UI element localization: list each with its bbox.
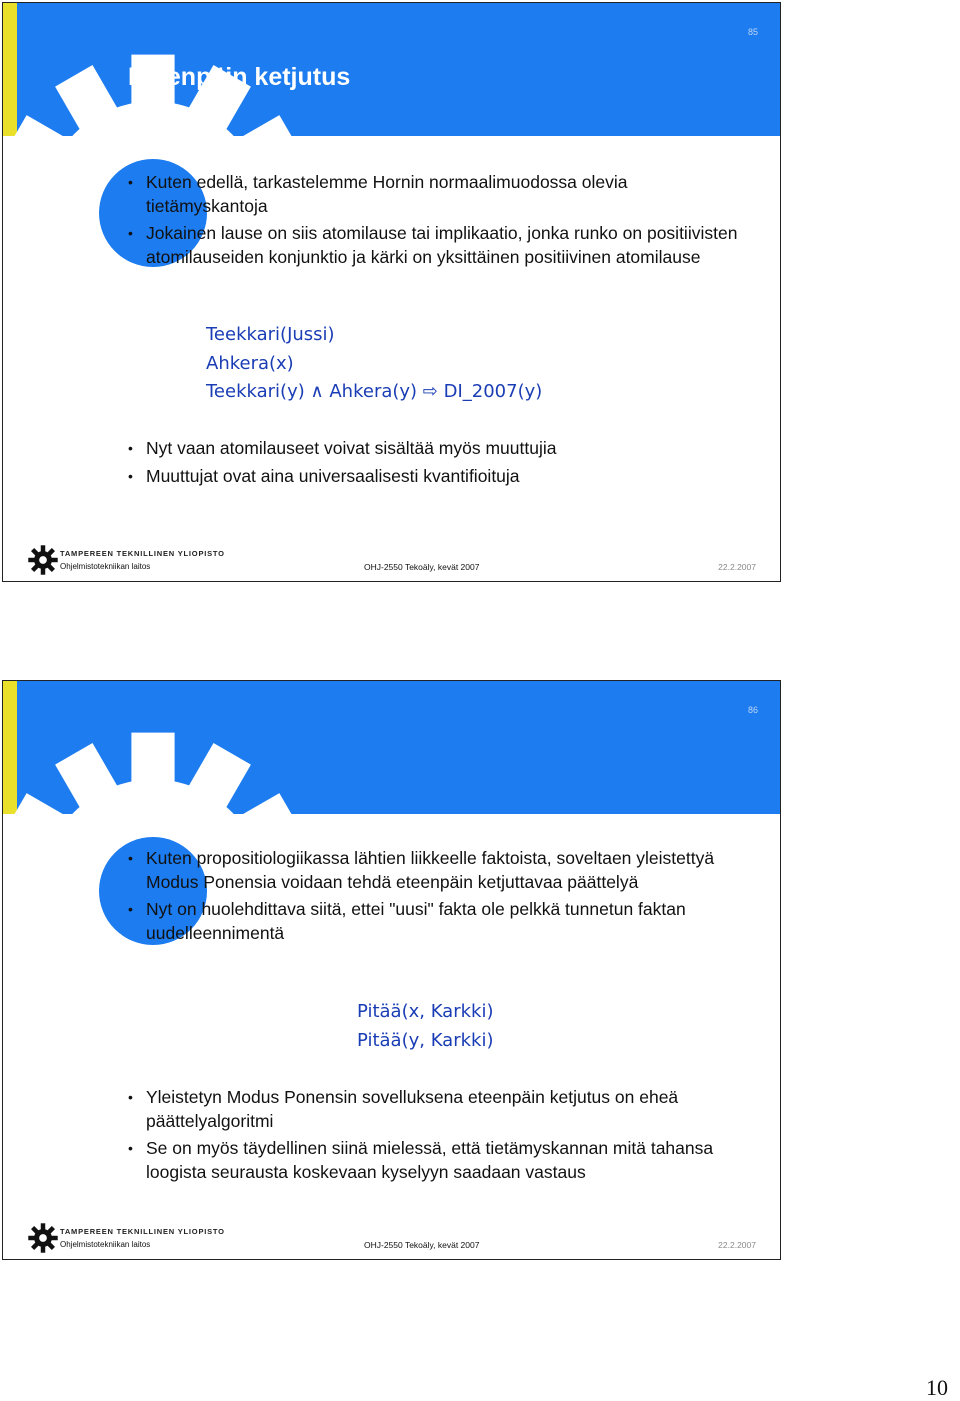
course-label: OHJ-2550 Tekoäly, kevät 2007 [364,1240,480,1250]
department-label: Ohjelmistotekniikan laitos [60,1240,151,1249]
slide-number: 86 [747,705,758,715]
slide-footer [3,541,780,581]
bullet-item: • Se on myös täydellinen siinä mielessä, että tietämyskannan mitä tahansa loogista seurausta koskevaan kyselyyn saadaan vastaus [126,1137,740,1184]
slide-85 [2,2,781,582]
formula-line: Teekkari(y) ∧ Ahkera(y) ⇨ DI_2007(y) [206,381,543,402]
university-logo-icon [27,544,59,576]
bullet-list-bottom [126,437,740,488]
formula-block [206,321,542,407]
formula-line: Pitää(x, Karkki) [357,1001,494,1022]
bullet-item: • Nyt on huolehdittava siitä, ettei "uusi" fakta ole pelkkä tunnetun faktan uudelleennimentä [126,898,740,945]
formula-block [357,998,494,1055]
bullet-item: • Nyt vaan atomilauseet voivat sisältää myös muuttujia [126,437,740,461]
bullet-item: • Yleistetyn Modus Ponensin sovelluksena eteenpäin ketjutus on eheä päättelyalgoritmi [126,1086,740,1133]
slide-86 [2,680,781,1260]
course-label: OHJ-2550 Tekoäly, kevät 2007 [364,562,480,572]
bullet-list-top [126,847,740,945]
bullet-item: • Kuten propositiologiikassa lähtien liikkeelle faktoista, soveltaen yleistettyä Modus Ponensia voidaan tehdä eteenpäin ketjuttavaa päättelyä [126,847,740,894]
bullet-item: • Jokainen lause on siis atomilause tai implikaatio, jonka runko on positiivisten atomilauseiden konjunktio ja kärki on yksittäinen positiivinen atomilause [126,222,740,269]
date-label: 22.2.2007 [718,1240,756,1250]
bullet-list-top [126,171,740,269]
date-label: 22.2.2007 [718,562,756,572]
slide-title: Eteenpäin ketjutus [128,63,351,91]
page-number: 10 [926,1375,948,1400]
formula-line: Teekkari(Jussi) [206,324,335,345]
university-logo-icon [27,1222,59,1254]
formula-line: Ahkera(x) [206,352,294,374]
university-name: TAMPEREEN TEKNILLINEN YLIOPISTO [60,1227,225,1236]
slide-number: 85 [747,27,758,37]
bullet-list-bottom [126,1086,740,1184]
bullet-item: • Kuten edellä, tarkastelemme Hornin normaalimuodossa olevia tietämyskantoja [126,171,740,218]
formula-line: Pitää(y, Karkki) [357,1029,494,1051]
bullet-item: • Muuttujat ovat aina universaalisesti kvantifioituja [126,465,740,489]
department-label: Ohjelmistotekniikan laitos [60,562,151,571]
slide-header [3,681,780,814]
slide-footer [3,1219,780,1259]
university-name: TAMPEREEN TEKNILLINEN YLIOPISTO [60,549,225,558]
slide-header [3,3,780,136]
